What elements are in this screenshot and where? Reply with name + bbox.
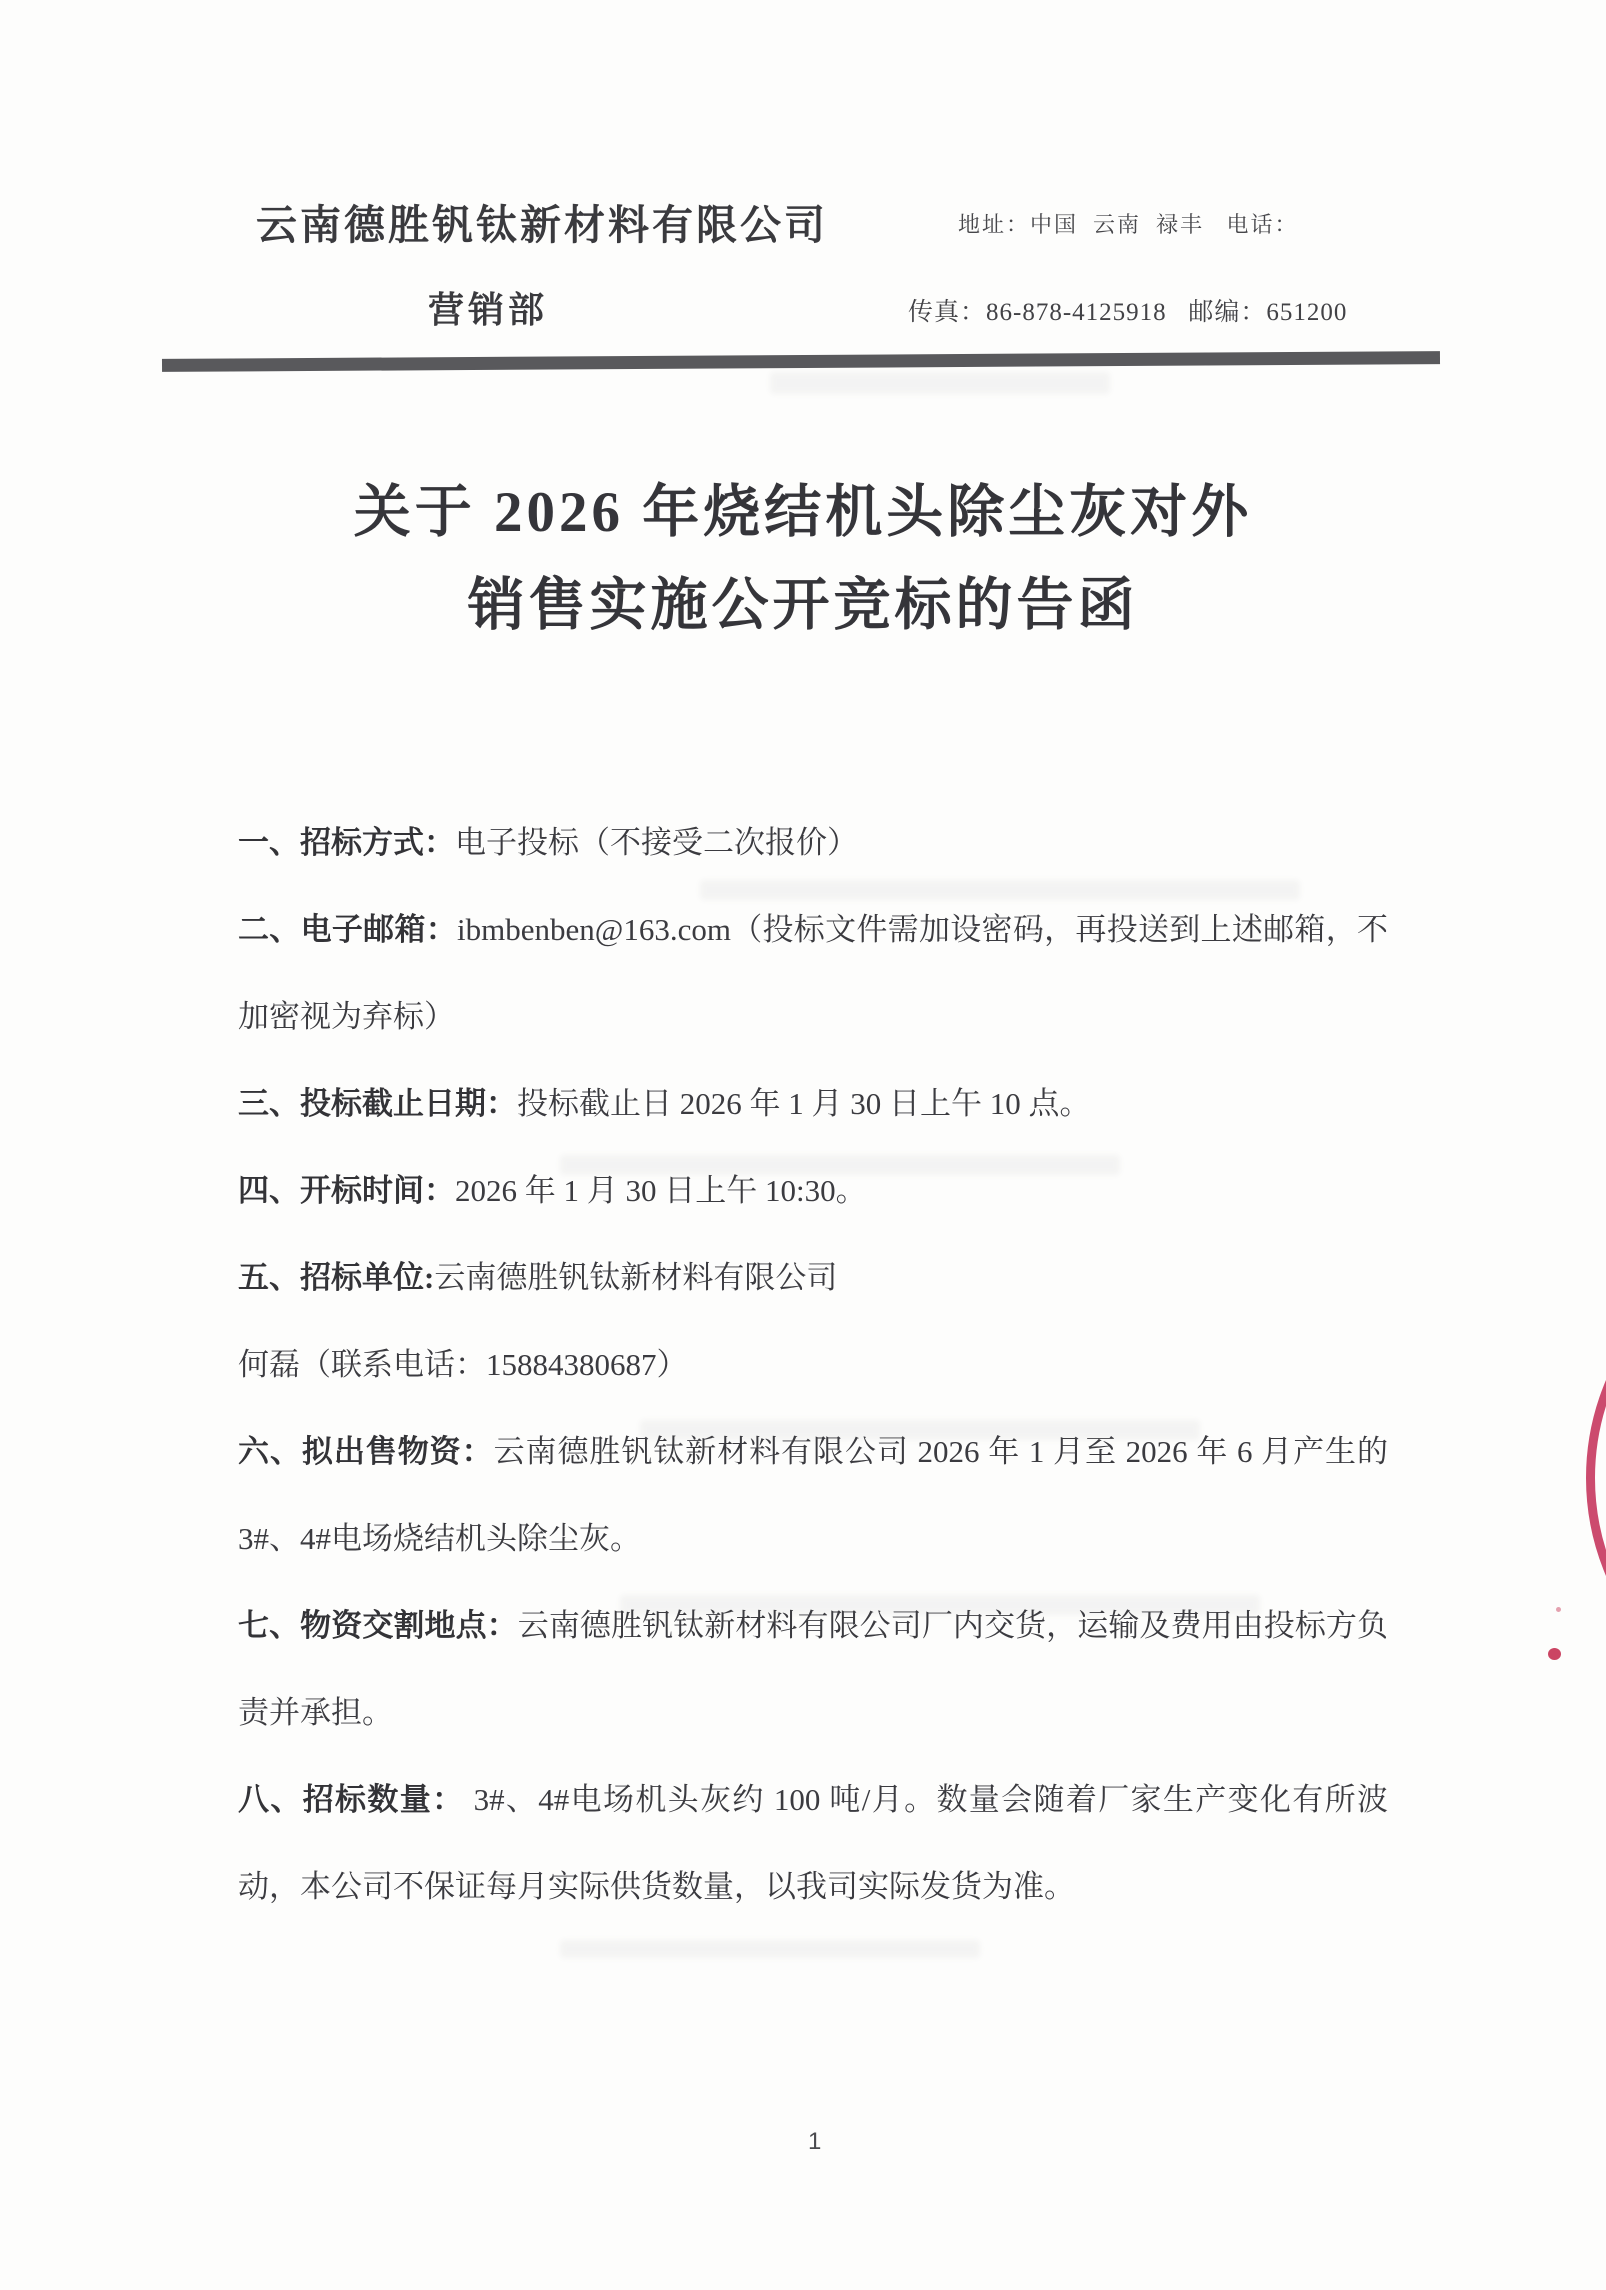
- document-title: [0, 466, 1606, 652]
- clause-2-text: ibmbenben@163.com（投标文件需加设密码，再投送到上述邮箱，不加密视为弃标）: [238, 912, 1389, 1034]
- clause-8-quantity: [238, 1756, 1388, 1930]
- clause-3-label: 三、投标截止日期：: [238, 1086, 517, 1121]
- clause-4-label: 四、开标时间：: [238, 1173, 455, 1208]
- bleedthrough-artifact: [620, 1595, 1260, 1615]
- bleedthrough-artifact: [700, 880, 1300, 900]
- clause-5-contact-text: 何磊（联系电话：15884380687）: [238, 1347, 688, 1382]
- clause-3-deadline: [238, 1060, 1388, 1147]
- bleedthrough-artifact: [560, 1940, 980, 1958]
- bleedthrough-artifact: [640, 1420, 1200, 1440]
- bleedthrough-artifact: [770, 372, 1110, 394]
- department-name: 营销部: [428, 289, 549, 330]
- bleedthrough-artifact: [560, 1155, 1120, 1175]
- document-body: [238, 799, 1388, 1930]
- clause-5-contact: [238, 1321, 1388, 1408]
- clause-2-label: 二、电子邮箱：: [238, 912, 458, 947]
- clause-8-text: 3#、4#电场机头灰约 100 吨/月。数量会随着厂家生产变化有所波动，本公司不保证每月实际供货数量，以我司实际发货为准。: [238, 1782, 1389, 1904]
- company-name: 云南德胜钒钛新材料有限公司: [256, 202, 828, 248]
- header-fax-line: 传真：86-878-4125918 邮编：651200: [908, 299, 1348, 326]
- red-ink-dot-artifact: [1548, 1648, 1561, 1660]
- clause-4-text: 2026 年 1 月 30 日上午 10:30。: [455, 1173, 867, 1208]
- document-title-line1: 关于 2026 年烧结机头除尘灰对外: [353, 481, 1253, 544]
- clause-5-tender-unit: [238, 1234, 1388, 1321]
- document-title-line2: 销售实施公开竞标的告函: [467, 574, 1139, 637]
- clause-2-email: [238, 886, 1388, 1060]
- clause-1-label: 一、招标方式：: [238, 825, 455, 860]
- page-number: 1: [808, 2128, 822, 2155]
- clause-6-text: 云南德胜钒钛新材料有限公司 2026 年 1 月至 2026 年 6 月产生的 3#、4#电场烧结机头除尘灰。: [238, 1434, 1389, 1556]
- red-ink-dot-small-artifact: [1556, 1607, 1561, 1612]
- clause-1-bidding-method: [238, 799, 1388, 886]
- header-address-line: 地址：中国 云南 禄丰 电话：: [958, 212, 1299, 237]
- clause-7-label: 七、物资交割地点：: [238, 1608, 518, 1643]
- clause-8-label: 八、招标数量：: [238, 1782, 465, 1817]
- clause-7-text: 云南德胜钒钛新材料有限公司厂内交货，运输及费用由投标方负责并承担。: [238, 1608, 1388, 1730]
- letterhead-divider-rule: [162, 351, 1440, 372]
- red-stamp-arc-artifact: [1586, 1228, 1606, 1728]
- clause-1-text: 电子投标（不接受二次报价）: [455, 825, 858, 860]
- clause-5-label: 五、招标单位:: [238, 1260, 435, 1295]
- clause-5-text: 云南德胜钒钛新材料有限公司: [434, 1260, 838, 1295]
- clause-3-text: 投标截止日 2026 年 1 月 30 日上午 10 点。: [517, 1086, 1091, 1121]
- clause-6-label: 六、拟出售物资：: [238, 1434, 494, 1469]
